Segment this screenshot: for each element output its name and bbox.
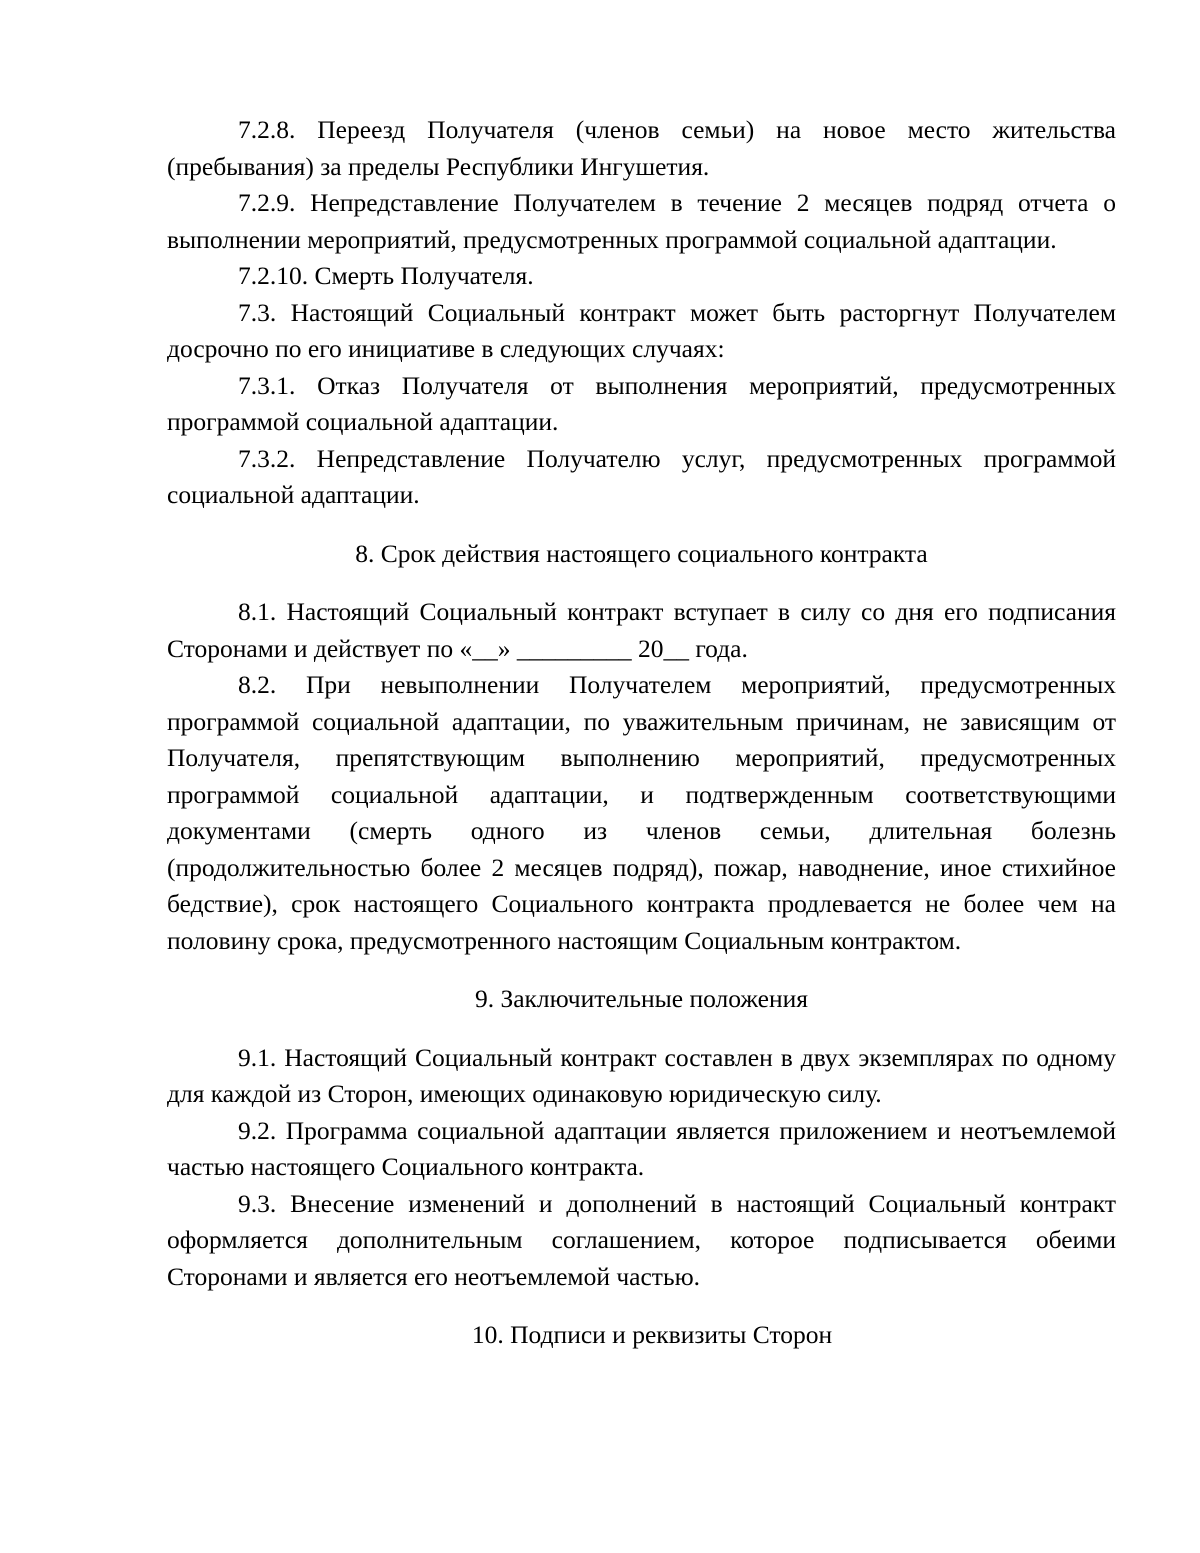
clause-7-3: 7.3. Настоящий Социальный контракт может быть расторгнут Получателем досрочно по его инициативе в следующих случаях: <box>167 297 1116 363</box>
clause-8-2: 8.2. При невыполнении Получателем мероприятий, предусмотренных программой социальной адаптации, по уважительным причинам, не зависящим от Получателя, препятствующим выполнению мероприятий, предусмотренных программой социальной адаптации, и подтвержденным соответствующими документами (смерть одного из членов семьи, длительная болезнь (продолжительностью более 2 месяцев подряд), пожар, наводнение, иное стихийное бедствие), срок настоящего Социального контракта продлевается не более чем на половину срока, предусмотренного настоящим Социальным контрактом. <box>167 670 1116 955</box>
clause-9-1: 9.1. Настоящий Социальный контракт составлен в двух экземплярах по одному для каждой из Сторон, имеющих одинаковую юридическую силу. <box>167 1042 1116 1108</box>
section-heading-9: 9. Заключительные положения <box>474 984 809 1013</box>
section-heading-8: 8. Срок действия настоящего социального контракта <box>355 538 928 568</box>
clause-7-2-10: 7.2.10. Смерть Получателя. <box>238 261 534 290</box>
clause-7-3-2: 7.3.2. Непредставление Получателю услуг, предусмотренных программой социальной адаптации. <box>167 443 1116 509</box>
clause-7-2-9: 7.2.9. Непредставление Получателем в течение 2 месяцев подряд отчета о выполнении мероприятий, предусмотренных программой социальной адаптации. <box>167 188 1116 254</box>
section-heading-10: 10. Подписи и реквизиты Сторон <box>471 1320 833 1349</box>
clause-8-1: 8.1. Настоящий Социальный контракт вступает в силу со дня его подписания Сторонами и действует по «__» _________ 20__ года. <box>167 597 1116 663</box>
clause-7-2-8: 7.2.8. Переезд Получателя (членов семьи) на новое место жительства (пребывания) за пределы Республики Ингушетия. <box>167 115 1116 181</box>
clause-9-3: 9.3. Внесение изменений и дополнений в настоящий Социальный контракт оформляется дополнительным соглашением, которое подписывается обеими Сторонами и является его неотъемлемой частью. <box>167 1188 1116 1291</box>
clause-7-3-1: 7.3.1. Отказ Получателя от выполнения мероприятий, предусмотренных программой социальной адаптации. <box>167 370 1116 436</box>
document-body <box>167 112 1116 1354</box>
clause-9-2: 9.2. Программа социальной адаптации является приложением и неотъемлемой частью настоящего Социального контракта. <box>167 1115 1116 1181</box>
